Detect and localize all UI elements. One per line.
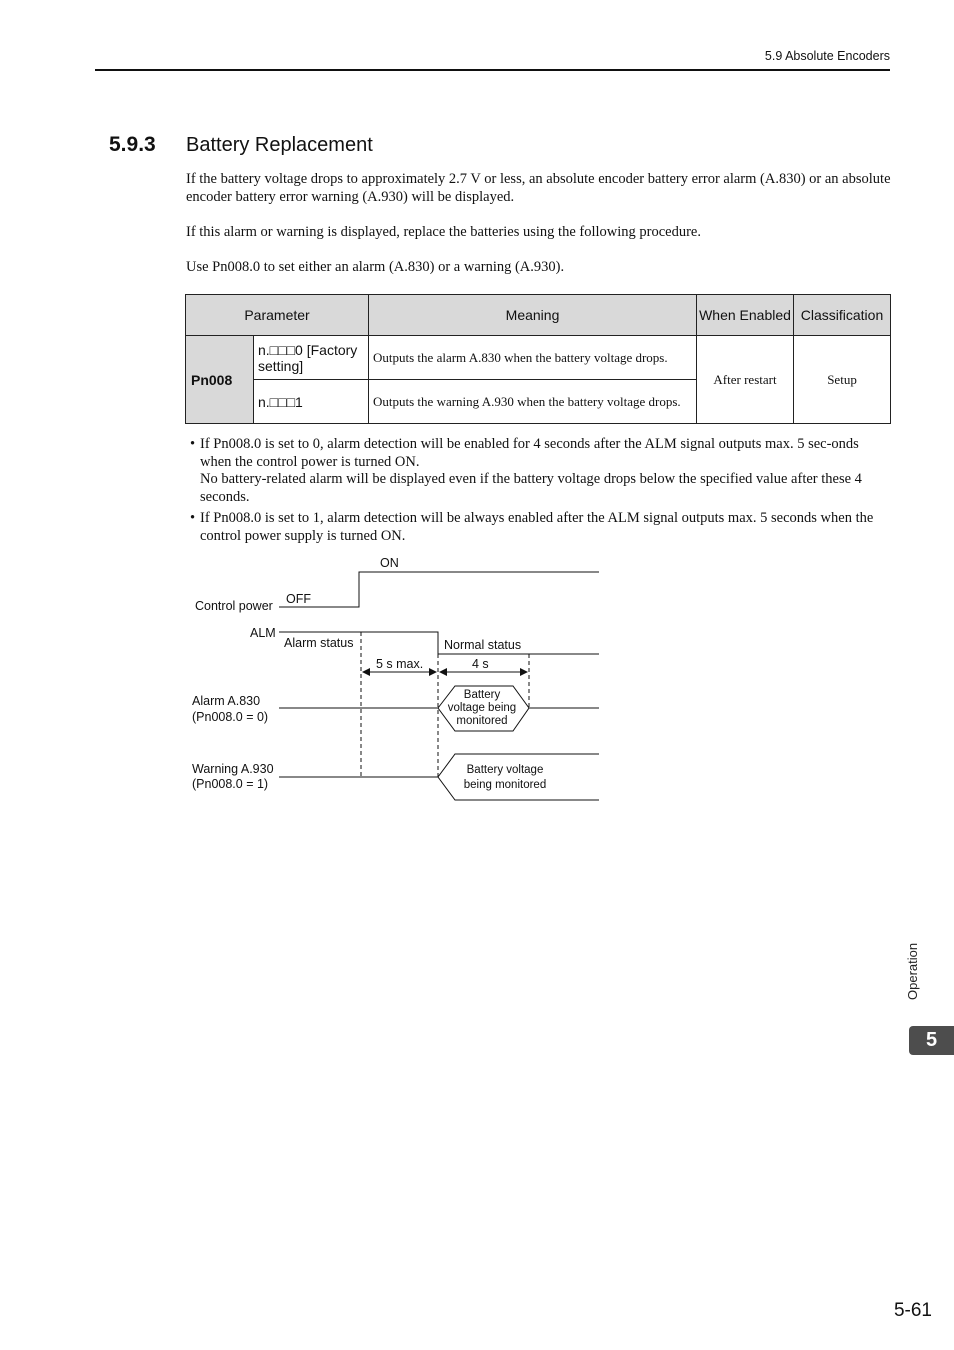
alm-label: ALM <box>250 626 276 640</box>
setting-value: n.□□□0 [Factory setting] <box>254 336 369 380</box>
side-section-label <box>898 920 928 1010</box>
page-number: 5-61 <box>893 1300 932 1321</box>
header-parameter: Parameter <box>186 295 369 336</box>
monitor-label: Battery <box>463 689 501 701</box>
running-header: 5.9 Absolute Encoders <box>764 49 890 63</box>
header-meaning: Meaning <box>369 295 697 336</box>
warning-monitor-label: being monitored <box>463 779 547 791</box>
warning-label-setting: (Pn008.0 = 1) <box>192 777 269 791</box>
alarm-label-setting: (Pn008.0 = 0) <box>192 710 269 724</box>
setting-meaning: Outputs the alarm A.830 when the battery voltage drops. <box>369 336 697 380</box>
parameter-number: Pn008 <box>186 336 254 424</box>
bullet-text: No battery-related alarm will be displayed even if the battery voltage drops below the specified value after these 4 seconds. <box>200 471 862 505</box>
section-number: 5.9.3 <box>109 133 156 156</box>
alarm-label: Alarm A.830 <box>192 694 261 708</box>
on-label: ON <box>380 556 399 570</box>
warning-monitor-label: Battery voltage <box>466 764 544 776</box>
bullet-text: If Pn008.0 is set to 1, alarm detection will be always enabled after the ALM signal outputs max. 5 seconds when the control power supply is turned ON. <box>200 510 874 544</box>
chapter-tab: 5 <box>909 1026 954 1055</box>
section-title: Battery Replacement <box>186 134 373 156</box>
bullet-dot: • <box>190 436 196 452</box>
bullet-item <box>190 436 892 506</box>
classification-value: Setup <box>794 336 891 424</box>
paragraph: If this alarm or warning is displayed, replace the batteries using the following procedure. <box>186 224 701 240</box>
header-classification: Classification <box>794 295 891 336</box>
alarm-status-label: Alarm status <box>284 636 354 650</box>
warning-monitor-window <box>438 754 599 800</box>
normal-status-label: Normal status <box>444 638 522 652</box>
monitor-label: monitored <box>456 715 508 727</box>
control-power-signal <box>279 572 599 607</box>
monitor-label: voltage being <box>447 702 517 714</box>
five-second-label: 5 s max. <box>376 657 424 671</box>
parameter-table <box>185 294 891 424</box>
warning-label: Warning A.930 <box>192 762 274 776</box>
bullet-text: If Pn008.0 is set to 0, alarm detection will be enabled for 4 seconds after the ALM signal outputs max. 5 sec-onds when the control power is turned ON. <box>200 436 859 470</box>
when-enabled-value: After restart <box>697 336 794 424</box>
off-label: OFF <box>286 592 311 606</box>
header-when-enabled: When Enabled <box>697 295 794 336</box>
control-power-label: Control power <box>195 599 273 613</box>
bullet-dot: • <box>190 510 196 526</box>
header-rule <box>95 69 890 71</box>
bullet-item <box>190 510 892 545</box>
setting-value: n.□□□1 <box>254 380 369 424</box>
paragraph: Use Pn008.0 to set either an alarm (A.830) or a warning (A.930). <box>186 259 565 275</box>
paragraph: If the battery voltage drops to approximately 2.7 V or less, an absolute encoder battery error alarm (A.830) or an absolute encoder battery error warning (A.930) will be displayed. <box>186 171 891 205</box>
four-second-label: 4 s <box>472 657 489 671</box>
side-section-text: Operation <box>905 942 920 1000</box>
setting-meaning: Outputs the warning A.930 when the battery voltage drops. <box>369 380 697 424</box>
timing-diagram <box>185 552 605 807</box>
